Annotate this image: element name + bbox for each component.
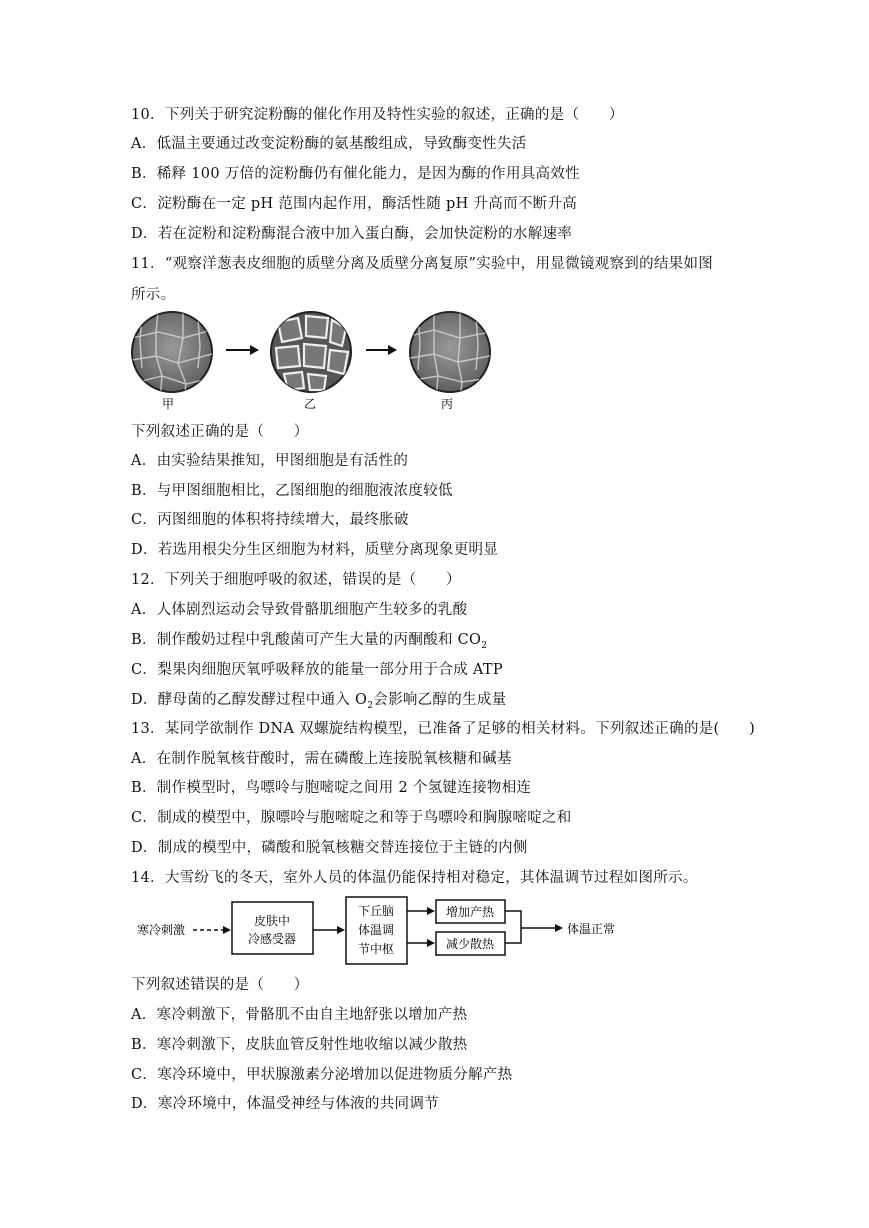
q10-option-d: D．若在淀粉和淀粉酶混合液中加入蛋白酶，会加快淀粉的水解速率 [131, 226, 573, 242]
diagram-center-line2: 体温调 [357, 923, 395, 937]
diagram-effect1: 增加产热 [445, 905, 495, 919]
q11-stem-line2: 所示。 [131, 287, 176, 303]
q10-option-c: C．淀粉酶在一定 pH 范围内起作用，酶活性随 pH 升高而不断升高 [131, 196, 578, 212]
q11-option-b: B．与甲图细胞相比，乙图细胞的细胞液浓度较低 [131, 483, 453, 499]
q13-option-c: C．制成的模型中，腺嘌呤与胞嘧啶之和等于鸟嘌呤和胸腺嘧啶之和 [131, 810, 572, 826]
q10-option-a: A．低温主要通过改变淀粉酶的氨基酸组成，导致酶变性失活 [131, 136, 527, 152]
figure-label-jia: 甲 [161, 397, 175, 411]
q11-stem-line1: 11．“观察洋葱表皮细胞的质壁分离及质壁分离复原”实验中，用显微镜观察到的结果如图 [131, 256, 714, 272]
cell-figure-jia [132, 312, 212, 398]
q11-option-c: C．丙图细胞的体积将持续增大，最终胀破 [131, 512, 409, 528]
diagram-center-line3: 节中枢 [357, 942, 395, 956]
diagram-receptor-line2: 冷感受器 [247, 932, 297, 946]
arrow-icon [427, 939, 435, 947]
arrow-icon [555, 924, 563, 932]
arrow-icon [427, 907, 435, 915]
q11-microscope-figure [128, 308, 508, 412]
diagram-receptor-line1: 皮肤中 [253, 914, 291, 928]
arrow-icon [366, 345, 397, 355]
q14-question: 下列叙述错误的是（ ） [131, 977, 309, 993]
diagram-stimulus: 寒冷刺激 [137, 923, 186, 937]
q10-option-b: B．稀释 100 万倍的淀粉酶仍有催化能力，是因为酶的作用具高效性 [131, 166, 580, 182]
diagram-center-line1: 下丘脑 [357, 904, 395, 918]
q14-option-b: B．寒冷刺激下，皮肤血管反射性地收缩以减少散热 [131, 1037, 468, 1053]
q12-option-b [131, 630, 487, 656]
q11-option-a: A．由实验结果推知，甲图细胞是有活性的 [131, 453, 409, 469]
q11-question: 下列叙述正确的是（ ） [131, 424, 309, 440]
q12-option-c: C．梨果肉细胞厌氧呼吸释放的能量一部分用于合成 ATP [131, 662, 503, 678]
q14-option-d: D．寒冷环境中，体温受神经与体液的共同调节 [131, 1096, 439, 1112]
figure-label-bing: 丙 [440, 397, 454, 411]
q13-option-d: D．制成的模型中，磷酸和脱氧核糖交替连接位于主链的内侧 [131, 840, 528, 856]
q14-option-a: A．寒冷刺激下，骨骼肌不由自主地舒张以增加产热 [131, 1007, 468, 1023]
arrow-icon [337, 926, 345, 934]
q12-option-b-subscript: 2 [481, 640, 488, 651]
cell-figure-yi [271, 312, 351, 392]
q12-stem: 12．下列关于细胞呼吸的叙述，错误的是（ ） [131, 572, 461, 588]
q14-stem: 14．大雪纷飞的冬天，室外人员的体温仍能保持相对稳定，其体温调节过程如图所示。 [131, 870, 698, 886]
q13-option-b: B．制作模型时，鸟嘌呤与胞嘧啶之间用 2 个氢键连接物相连 [131, 780, 532, 796]
q12-option-a: A．人体剧烈运动会导致骨骼肌细胞产生较多的乳酸 [131, 602, 468, 618]
q12-option-d-text-post: 会影响乙醇的生成量 [373, 692, 507, 708]
diagram-receptor-box [232, 902, 313, 954]
q12-option-d-text-pre: D．酵母菌的乙醇发酵过程中通入 O [131, 692, 368, 708]
q10-stem: 10．下列关于研究淀粉酶的催化作用及特性实验的叙述，正确的是（ ） [131, 107, 624, 123]
q12-option-b-text: B．制作酸奶过程中乳酸菌可产生大量的丙酮酸和 CO [131, 632, 482, 648]
q12-option-d [131, 690, 506, 716]
arrow-icon [223, 926, 231, 934]
cell-figure-bing [410, 312, 490, 398]
q12-option-d-subscript: 2 [367, 700, 374, 711]
arrow-icon [226, 345, 259, 355]
q11-option-d: D．若选用根尖分生区细胞为材料，质壁分离现象更明显 [131, 542, 499, 558]
q14-option-c: C．寒冷环境中，甲状腺激素分泌增加以促进物质分解产热 [131, 1067, 513, 1083]
diagram-effect2: 减少散热 [445, 937, 495, 951]
q13-stem: 13．某同学欲制作 DNA 双螺旋结构模型，已准备了足够的相关材料。下列叙述正确的是( ) [131, 721, 756, 737]
diagram-result: 体温正常 [567, 922, 616, 936]
q14-flow-diagram [135, 895, 635, 967]
figure-label-yi: 乙 [303, 397, 317, 411]
q13-option-a: A．在制作脱氧核苷酸时，需在磷酸上连接脱氧核糖和碱基 [131, 751, 512, 767]
